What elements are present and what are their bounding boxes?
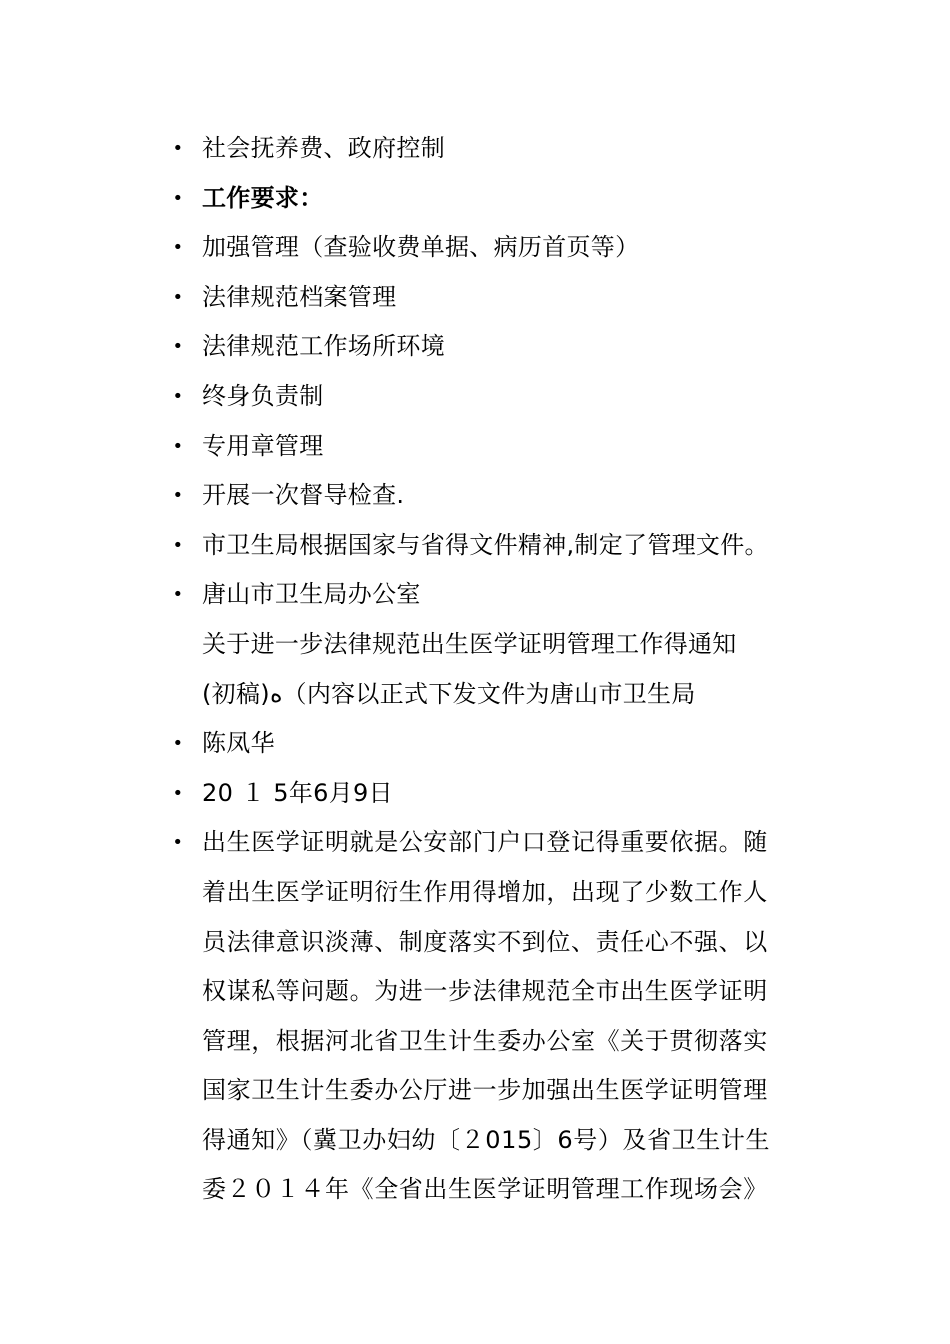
bullet-icon: •	[172, 485, 184, 507]
paragraph-line: 着出生医学证明衍生作用得增加，出现了少数工作人	[202, 877, 768, 906]
list-item-text: 终身负责制	[202, 381, 324, 410]
paragraph-line: 委２０１４年《全省出生医学证明管理工作现场会》	[202, 1175, 768, 1204]
notice-subtitle: (初稿)ﻩ（内容以正式下发文件为唐山市卫生局	[202, 679, 696, 708]
list-item	[172, 422, 812, 472]
list-item	[172, 223, 812, 273]
list-item	[172, 174, 812, 224]
bullet-icon: •	[172, 336, 184, 358]
paragraph-line: 管理，根据河北省卫生计生委办公室《关于贯彻落实	[202, 1026, 768, 1055]
bullet-list	[172, 124, 812, 1215]
bullet-icon: •	[172, 534, 184, 556]
bullet-icon: •	[172, 435, 184, 457]
list-item	[172, 273, 812, 323]
bullet-icon: •	[172, 782, 184, 804]
paragraph-line: 出生医学证明就是公安部门户口登记得重要依据。随	[202, 828, 768, 857]
list-item-text: 市卫生局根据国家与省得文件精神,制定了管理文件。	[202, 530, 769, 559]
list-item-text: 法律规范档案管理	[202, 282, 397, 311]
list-item-paragraph	[172, 818, 812, 1215]
list-item-text: 开展一次督导检查.	[202, 481, 405, 510]
bullet-icon: •	[172, 237, 184, 259]
list-item	[172, 471, 812, 521]
section-heading: 工作要求：	[202, 183, 324, 212]
list-item	[172, 719, 812, 769]
list-item-text: 法律规范工作场所环境	[202, 332, 445, 361]
bullet-icon: •	[172, 832, 184, 854]
bullet-icon: •	[172, 733, 184, 755]
paragraph-line: 国家卫生计生委办公厅进一步加强出生医学证明管理	[202, 1076, 768, 1105]
paragraph-line: 得通知》（冀卫办妇幼〔２015〕6号）及省卫生计生	[202, 1125, 771, 1154]
list-item-text: 专用章管理	[202, 431, 324, 460]
bullet-icon: •	[172, 286, 184, 308]
list-item-text: 社会抚养费、政府控制	[202, 134, 445, 162]
paragraph-line: 权谋私等问题。为进一步法律规范全市出生医学证明	[202, 977, 768, 1006]
bullet-icon: •	[172, 187, 184, 209]
list-item	[172, 372, 812, 422]
list-item-text: 加强管理（查验收费单据、病历首页等）	[202, 233, 640, 262]
list-item	[172, 769, 812, 819]
list-item	[172, 322, 812, 372]
notice-title: 关于进一步法律规范出生医学证明管理工作得通知	[202, 629, 737, 658]
author-name: 陈凤华	[202, 729, 275, 758]
list-item	[172, 521, 812, 571]
list-item	[172, 124, 812, 174]
bullet-icon: •	[172, 138, 184, 159]
bullet-icon: •	[172, 385, 184, 407]
document-date: 20 １ 5年6月9日	[202, 778, 393, 807]
paragraph-line: 员法律意识淡薄、制度落实不到位、责任心不强、以	[202, 927, 768, 956]
list-item-office	[172, 570, 812, 719]
office-name: 唐山市卫生局办公室	[202, 580, 421, 609]
bullet-icon: •	[172, 584, 184, 606]
